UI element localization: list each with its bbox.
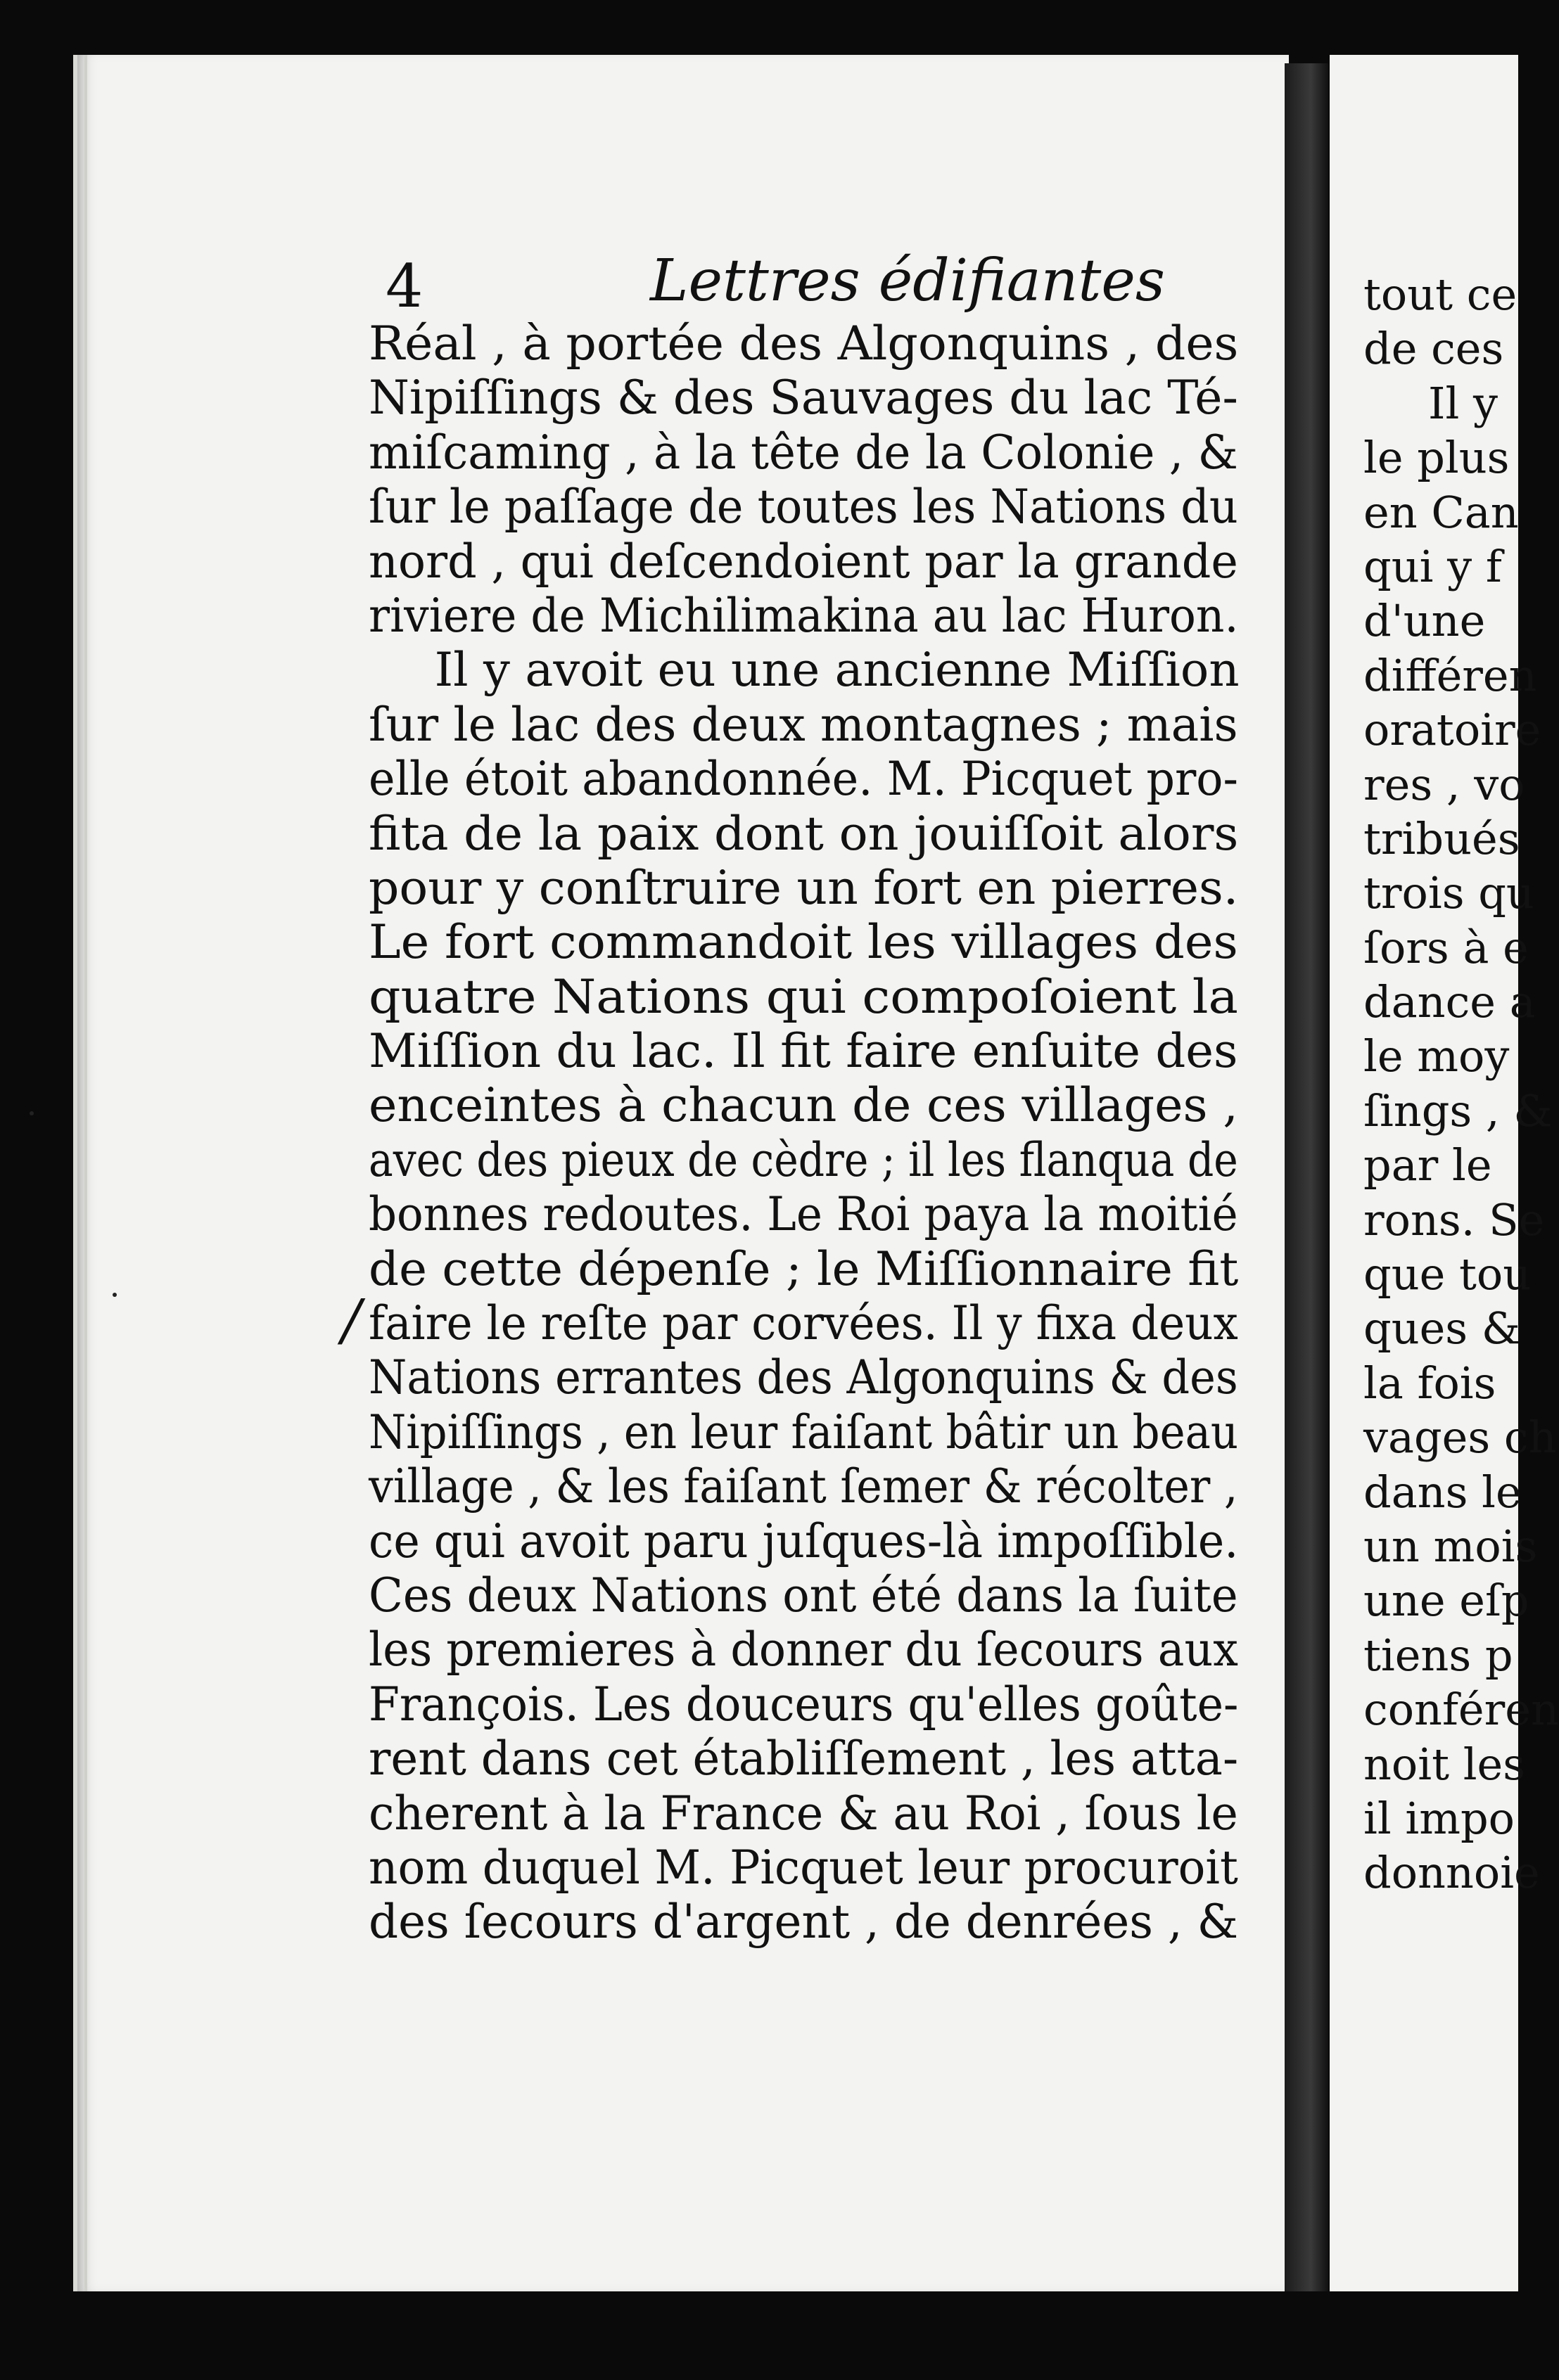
text-line: rent dans cet établiſſement , les atta- (369, 1732, 1239, 1786)
text-line: enceintes à chacun de ces villages , (369, 1078, 1239, 1133)
text-line: le plus (1363, 432, 1510, 484)
text-line: les premieres à donner du ſecours aux (369, 1623, 1238, 1677)
text-line: une eſp (1363, 1575, 1529, 1627)
text-line: Nipiſſings & des Sauvages du lac Té- (369, 371, 1238, 426)
text-line: différen (1363, 649, 1537, 701)
text-line: que tou (1363, 1248, 1532, 1300)
text-line: village , & les faiſant ſemer & récolter , (369, 1459, 1238, 1514)
text-line: cherent à la France & au Roi , ſous le (369, 1786, 1238, 1841)
page-number: 4 (386, 252, 424, 321)
text-line: tiens p (1363, 1629, 1513, 1681)
text-line: de ces (1363, 323, 1504, 375)
text-line: donnoie (1363, 1847, 1540, 1899)
text-line: ce qui avoit paru juſques-là impoſſible. (369, 1514, 1239, 1568)
text-line: dans le (1363, 1466, 1522, 1518)
text-line: ſings , & (1363, 1085, 1553, 1137)
text-line: Nations errantes des Algonquins & des (369, 1350, 1238, 1405)
text-line: tribués (1363, 812, 1520, 864)
text-line: le moy (1363, 1030, 1510, 1082)
text-line: nord , qui deſcendoient par la grande (369, 534, 1238, 589)
text-line: qui y f (1363, 540, 1502, 592)
text-line: riviere de Michilimakina au lac Huron. (369, 588, 1239, 643)
text-line: Miſſion du lac. Il fit faire enſuite des (369, 1024, 1238, 1079)
right-text-block (1363, 267, 1559, 1900)
text-line: Le fort commandoit les villages des (369, 915, 1238, 970)
text-line: il impo (1363, 1792, 1515, 1844)
text-line: des ſecours d'argent , de denrées , & (369, 1895, 1239, 1950)
text-line: ſur le lac des deux montagnes ; mais (369, 697, 1238, 752)
text-line: Nipiſſings , en leur faiſant bâtir un beau (369, 1405, 1239, 1459)
text-line: dance a (1363, 976, 1536, 1028)
text-line: Ces deux Nations ont été dans la ſuite (369, 1568, 1238, 1623)
text-line: nom duquel M. Picquet leur procuroit (369, 1840, 1238, 1895)
text-line: Réal , à portée des Algonquins , des (369, 316, 1239, 371)
text-line: fita de la paix dont on jouiſſoit alors (369, 806, 1239, 861)
text-line: rons. Se (1363, 1194, 1545, 1246)
text-line: noit les (1363, 1738, 1526, 1790)
text-line: Il y (1428, 377, 1498, 429)
text-line: ques & (1363, 1303, 1521, 1355)
text-line: trois qu (1363, 867, 1534, 919)
text-line: faire le reſte par corvées. Il y fixa deux (369, 1296, 1238, 1351)
text-line: vages ch (1363, 1412, 1557, 1464)
text-line: conféren (1363, 1684, 1559, 1736)
text-line: miſcaming , à la tête de la Colonie , & (369, 425, 1238, 480)
text-line: de cette dépenſe ; le Miſſionnaire fit (369, 1241, 1239, 1296)
text-line: tout ce (1363, 269, 1517, 320)
ink-speck (30, 1111, 34, 1115)
text-line: François. Les douceurs qu'elles goûte- (369, 1677, 1239, 1732)
text-line: bonnes redoutes. Le Roi paya la moitié (369, 1187, 1238, 1242)
ink-speck (113, 1293, 117, 1297)
text-line: par le (1363, 1139, 1492, 1191)
text-line: ſors à e (1363, 921, 1529, 973)
left-text-block (369, 316, 1238, 1950)
text-line: la fois (1363, 1357, 1496, 1409)
text-line: avec des pieux de cèdre ; il les flanqua de (369, 1132, 1238, 1187)
text-line: un mois (1363, 1520, 1538, 1572)
text-line: d'une (1363, 595, 1486, 647)
page-header (303, 197, 1238, 321)
text-line: quatre Nations qui compoſoient la (369, 969, 1238, 1024)
text-line: oratoire (1363, 704, 1541, 756)
text-line: ſur le paſſage de toutes les Nations du (369, 480, 1238, 535)
book-gutter (1285, 63, 1328, 2291)
text-line: res , vo (1363, 758, 1525, 810)
margin-mark: / (342, 1287, 361, 1352)
text-line: en Can (1363, 486, 1519, 538)
text-line: pour y conſtruire un fort en pierres. (369, 860, 1239, 915)
text-line: Il y avoit eu une ancienne Miſſion (434, 643, 1240, 698)
text-line: elle étoit abandonnée. M. Picquet pro- (369, 752, 1238, 807)
running-title: Lettres édifiantes (650, 248, 1165, 314)
